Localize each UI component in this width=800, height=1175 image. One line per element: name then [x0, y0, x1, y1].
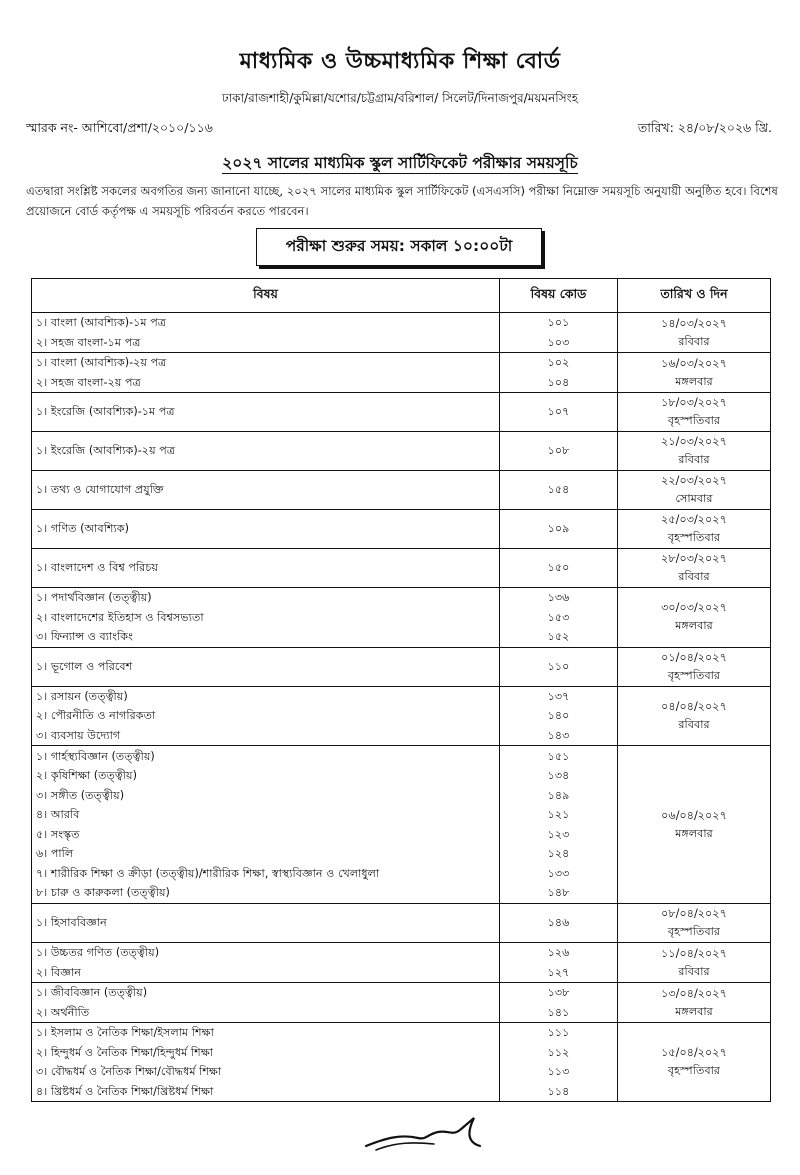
subjects-cell	[32, 904, 500, 943]
codes-cell	[500, 510, 618, 549]
subject-name: ৮। চারু ও কারুকলা (তত্ত্বীয়)	[36, 886, 170, 899]
subject-name: ৩। বৌদ্ধধর্ম ও নৈতিক শিক্ষা/বৌদ্ধধর্ম শিক্ষা	[36, 1065, 222, 1078]
subjects-cell	[32, 1023, 500, 1102]
subject-code: ১১২	[547, 1045, 570, 1059]
exam-group-row	[32, 686, 771, 746]
subjects-cell	[32, 686, 500, 746]
subject-name: ২। অর্থনীতি	[36, 1005, 90, 1019]
exam-group-row	[32, 432, 771, 471]
subjects-cell	[32, 471, 500, 510]
subject-code: ১৪১	[547, 1005, 570, 1019]
subject-code: ১৩৭	[547, 689, 570, 703]
exam-date: ৩০/০৩/২০২৭	[661, 601, 727, 615]
exam-group-row	[32, 904, 771, 943]
exam-day: সোমবার	[675, 492, 713, 505]
subject-code: ১০৩	[547, 335, 570, 349]
subject-name: ৭। শারীরিক শিক্ষা ও ক্রীড়া (তত্ত্বীয়)/শারীরিক শিক্ষা, স্বাস্থ্যবিজ্ঞান ও খেলাধুলা	[36, 866, 380, 880]
subject-name: ২। বিজ্ঞান	[36, 965, 81, 979]
subject-code: ১৩৬	[547, 591, 570, 604]
subject-name: ১। উচ্চতর গণিত (তত্ত্বীয়)	[36, 946, 160, 959]
subject-code: ১৩৩	[547, 866, 570, 880]
exam-day: বৃহস্পতিবার	[667, 1064, 721, 1077]
exam-group-row	[32, 353, 771, 393]
codes-cell	[500, 432, 618, 471]
exam-day: রবিবার	[678, 570, 710, 583]
exam-date: ২১/০৩/২০২৭	[661, 435, 727, 448]
subject-code: ১৩৮	[547, 986, 570, 999]
subject-name: ১। জীববিজ্ঞান (তত্ত্বীয়)	[36, 986, 148, 999]
exam-date: ০৪/০৪/২০২৭	[661, 699, 727, 713]
subject-code: ১২৩	[547, 827, 570, 841]
subjects-cell	[32, 588, 500, 648]
subject-code: ১০৯	[547, 522, 570, 536]
subject-code: ১১০	[547, 659, 570, 673]
subject-code: ১১৩	[547, 1065, 570, 1078]
subject-name: ১। পদার্থবিজ্ঞান (তত্ত্বীয়)	[36, 591, 152, 604]
exam-day: রবিবার	[678, 334, 710, 348]
exam-day: বৃহস্পতিবার	[667, 668, 721, 682]
date-day-cell	[618, 904, 771, 943]
codes-cell	[500, 983, 618, 1023]
exam-day: বৃহস্পতিবার	[667, 414, 721, 427]
subjects-cell	[32, 313, 500, 353]
subject-name: ২। বাংলাদেশের ইতিহাস ও বিশ্বসভ্যতা	[36, 610, 204, 624]
exam-date: ০৬/০৪/২০২৭	[661, 808, 727, 822]
subject-code: ১০৭	[547, 405, 570, 419]
subject-name: ১। ভূগোল ও পরিবেশ	[36, 659, 133, 673]
date-day-cell	[618, 686, 771, 746]
subject-name: ১। তথ্য ও যোগাযোগ প্রযুক্তি	[36, 483, 164, 497]
codes-cell	[500, 1023, 618, 1102]
exam-day: মঙ্গলবার	[675, 1004, 713, 1018]
exam-date: ১১/০৪/২০২৭	[661, 946, 727, 960]
exam-date: ১৪/০৩/২০২৭	[661, 316, 727, 330]
exam-date: ১৫/০৪/২০২৭	[661, 1046, 727, 1059]
exam-group-row	[32, 943, 771, 983]
subject-code: ১০৪	[547, 375, 570, 389]
subject-name: ৪। আরবি	[36, 808, 80, 821]
codes-cell	[500, 549, 618, 588]
exam-day: মঙ্গলবার	[675, 826, 713, 840]
date-day-cell	[618, 647, 771, 686]
subject-name: ১। বাংলা (আবশ্যিক)-২য় পত্র	[36, 356, 167, 369]
subject-code: ১২৭	[547, 965, 570, 979]
date-day-cell	[618, 588, 771, 648]
board-name: মাধ্যমিক ও উচ্চমাধ্যমিক শিক্ষা বোর্ড	[239, 49, 561, 74]
exam-group-row	[32, 647, 771, 686]
subject-name: ৩। সঙ্গীত (তত্ত্বীয়)	[36, 788, 125, 802]
subject-name: ৩। ফিন্যান্স ও ব্যাংকিং	[36, 630, 133, 643]
date-day-cell	[618, 983, 771, 1023]
exam-group-row	[32, 510, 771, 549]
table-header-row	[32, 279, 771, 313]
exam-day: রবিবার	[678, 964, 710, 978]
date-day-cell	[618, 353, 771, 393]
schedule-title	[0, 151, 800, 177]
codes-cell	[500, 353, 618, 393]
subject-name: ১। গণিত (আবশ্যিক)	[36, 522, 129, 536]
header-subject: বিষয়	[32, 279, 500, 313]
exam-date: ২৮/০৩/২০২৭	[661, 552, 727, 565]
schedule-table	[31, 278, 771, 1102]
exam-day: বৃহস্পতিবার	[667, 531, 721, 544]
subject-name: ১। বাংলাদেশ ও বিশ্ব পরিচয়	[36, 561, 158, 575]
exam-group-row	[32, 983, 771, 1023]
subject-name: ১। রসায়ন (তত্ত্বীয়)	[36, 689, 128, 703]
subject-code: ১২৪	[547, 847, 570, 860]
header-code: বিষয় কোড	[500, 279, 618, 313]
subject-code: ১৫২	[547, 630, 570, 643]
date-day-cell	[618, 471, 771, 510]
schedule-body	[32, 313, 771, 1102]
codes-cell	[500, 686, 618, 746]
subject-name: ১। বাংলা (আবশ্যিক)-১ম পত্র	[36, 316, 167, 329]
exam-day: রবিবার	[678, 717, 710, 731]
subject-name: ৬। পালি	[36, 847, 74, 860]
date-day-cell	[618, 549, 771, 588]
subject-code: ১২৬	[547, 946, 570, 959]
signature	[356, 1108, 496, 1158]
date-day-cell	[618, 313, 771, 353]
exam-start-time: পরীক্ষা শুরুর সময়: সকাল ১০:০০টা	[256, 228, 542, 266]
codes-cell	[500, 647, 618, 686]
subject-code: ১৪৯	[547, 788, 570, 802]
exam-group-row	[32, 588, 771, 648]
subject-code: ১৫০	[547, 561, 570, 575]
subjects-cell	[32, 647, 500, 686]
exam-date: ২৫/০৩/২০২৭	[661, 513, 727, 526]
subject-code: ১০৮	[547, 444, 570, 458]
subject-name: ১। হিসাববিজ্ঞান	[36, 916, 107, 930]
subject-name: ৩। ব্যবসায় উদ্যোগ	[36, 728, 121, 742]
codes-cell	[500, 943, 618, 983]
exam-group-row	[32, 1023, 771, 1102]
intro-paragraph: এতদ্বারা সংশ্লিষ্ট সকলের অবগতির জন্য জানানো যাচ্ছে, ২০২৭ সালের মাধ্যমিক স্কুল সার্টিফিকেট (এসএসসি) পরীক্ষা নিম্নোক্ত সময়সূচি অনুযায়ী অনুষ্ঠিত হবে। বিশেষ প্রয়োজনে বোর্ড কর্তৃপক্ষ এ সময়সূচি পরিবর্তন করতে পারবেন।	[26, 184, 778, 218]
subjects-cell	[32, 432, 500, 471]
header-date: তারিখ ও দিন	[618, 279, 771, 313]
subjects-cell	[32, 549, 500, 588]
subject-code: ১৪৮	[547, 886, 570, 899]
exam-group-row	[32, 471, 771, 510]
date-day-cell	[618, 746, 771, 904]
subject-code: ১৩৪	[547, 769, 570, 782]
issue-date: তারিখ: ২৪/০৮/২০২৬ খ্রি.	[637, 120, 772, 135]
exam-group-row	[32, 549, 771, 588]
memo-number: স্মারক নং- আশিবো/প্রশা/২০১০/১১৬	[26, 120, 213, 135]
subject-name: ১। ইংরেজি (আবশ্যিক)-২য় পত্র	[36, 444, 176, 458]
subjects-cell	[32, 510, 500, 549]
codes-cell	[500, 313, 618, 353]
subject-name: ৫। সংস্কৃত	[36, 827, 80, 841]
subject-code: ১১৪	[547, 1084, 570, 1098]
exam-day: রবিবার	[678, 453, 710, 466]
codes-cell	[500, 393, 618, 432]
exam-date: ১৬/০৩/২০২৭	[661, 356, 727, 370]
subject-code: ১০১	[547, 316, 570, 329]
subject-name: ২। সহজ বাংলা-১ম পত্র	[36, 335, 141, 349]
date-day-cell	[618, 510, 771, 549]
exam-group-row	[32, 746, 771, 904]
codes-cell	[500, 588, 618, 648]
exam-group-row	[32, 393, 771, 432]
subject-name: ১। গার্হস্থ্যবিজ্ঞান (তত্ত্বীয়)	[36, 749, 155, 763]
subject-code: ১০২	[547, 356, 570, 369]
date-day-cell	[618, 943, 771, 983]
exam-day: মঙ্গলবার	[675, 619, 713, 633]
subject-code: ১১১	[547, 1026, 570, 1039]
codes-cell	[500, 746, 618, 904]
subject-name: ১। ইংরেজি (আবশ্যিক)-১ম পত্র	[36, 405, 175, 419]
subject-code: ১৪৩	[547, 728, 570, 742]
subjects-cell	[32, 746, 500, 904]
exam-date: ০৮/০৪/২০২৭	[661, 907, 727, 920]
subjects-cell	[32, 983, 500, 1023]
subject-code: ১২১	[547, 808, 570, 821]
date-day-cell	[618, 393, 771, 432]
subjects-cell	[32, 353, 500, 393]
exam-day: মঙ্গলবার	[675, 374, 713, 388]
codes-cell	[500, 904, 618, 943]
codes-cell	[500, 471, 618, 510]
exam-group-row	[32, 313, 771, 353]
exam-date: ১৮/০৩/২০২৭	[661, 396, 727, 409]
subjects-cell	[32, 943, 500, 983]
exam-date: ২২/০৩/২০২৭	[661, 474, 727, 487]
subject-code: ১৪৬	[547, 916, 570, 930]
date-day-cell	[618, 432, 771, 471]
boards-list: ঢাকা/রাজশাহী/কুমিল্লা/যশোর/চট্টগ্রাম/বরিশাল/ সিলেট/দিনাজপুর/ময়মনসিংহ	[221, 91, 579, 105]
subject-code: ১৫৪	[547, 483, 570, 497]
subject-name: ২। হিন্দুধর্ম ও নৈতিক শিক্ষা/হিন্দুধর্ম শিক্ষা	[36, 1045, 214, 1059]
exam-day: বৃহস্পতিবার	[667, 925, 721, 938]
subject-name: ২। সহজ বাংলা-২য় পত্র	[36, 375, 141, 389]
subject-name: ৪। খ্রিষ্টধর্ম ও নৈতিক শিক্ষা/খ্রিষ্টধর্ম শিক্ষা	[36, 1084, 214, 1098]
exam-date: ১৩/০৪/২০২৭	[661, 986, 727, 1000]
date-day-cell	[618, 1023, 771, 1102]
subject-name: ২। পৌরনীতি ও নাগরিকতা	[36, 709, 156, 722]
schedule-title-text: ২০২৭ সালের মাধ্যমিক স্কুল সার্টিফিকেট পরীক্ষার সময়সূচি	[222, 154, 578, 172]
subject-name: ১। ইসলাম ও নৈতিক শিক্ষা/ইসলাম শিক্ষা	[36, 1026, 214, 1039]
exam-date: ০১/০৪/২০২৭	[661, 650, 727, 664]
subject-name: ২। কৃষিশিক্ষা (তত্ত্বীয়)	[36, 769, 137, 782]
subjects-cell	[32, 393, 500, 432]
subject-code: ১৪০	[547, 709, 570, 722]
subject-code: ১৫৩	[547, 610, 570, 624]
subject-code: ১৫১	[547, 749, 570, 763]
